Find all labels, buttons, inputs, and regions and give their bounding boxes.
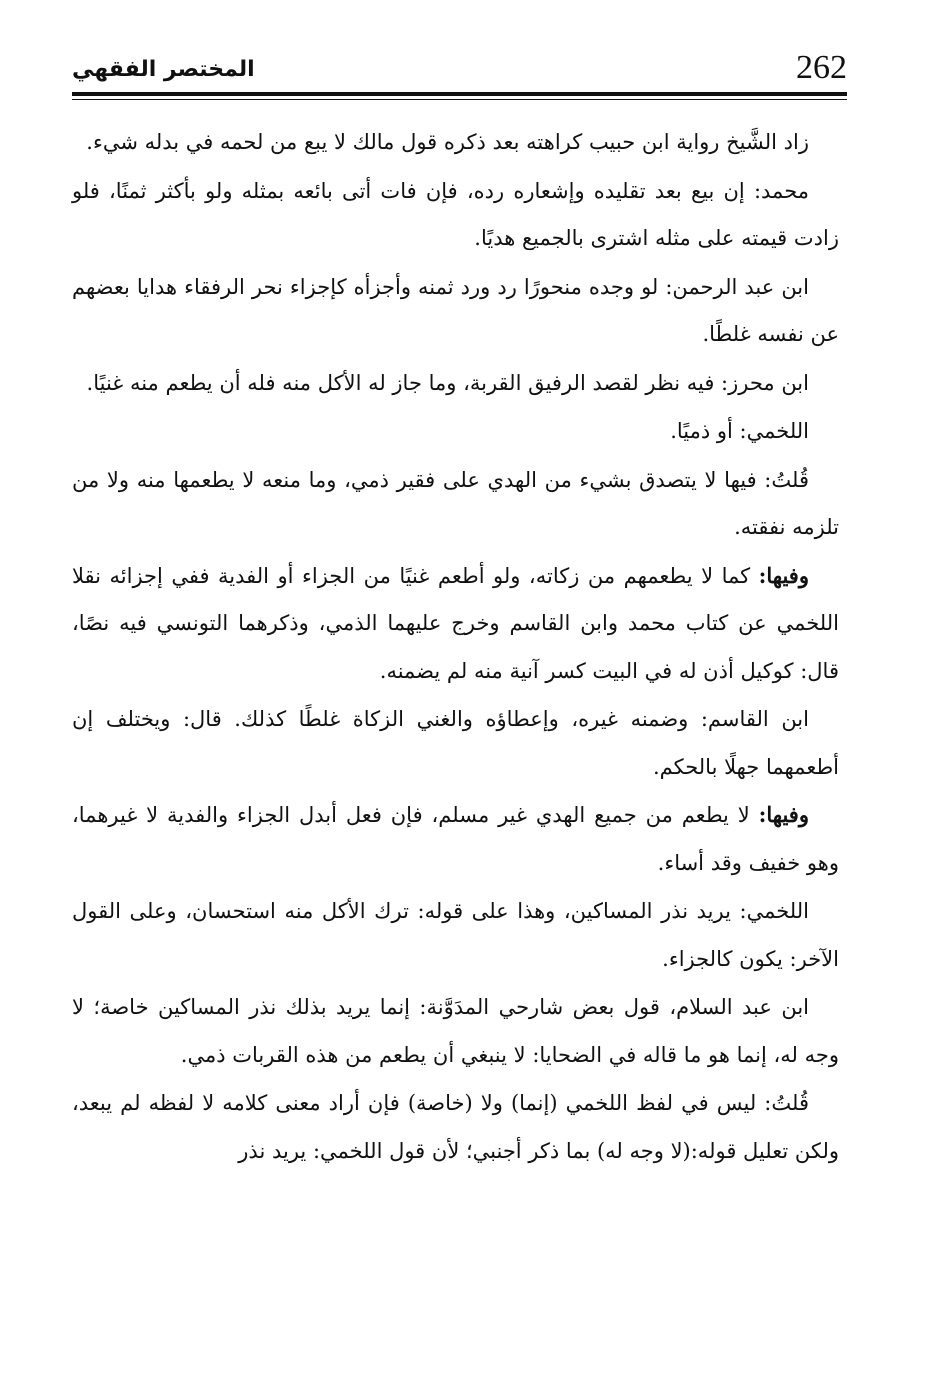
paragraph-text: محمد: إن بيع بعد تقليده وإشعاره رده، فإن فات أتى بائعه بمثله ولو بأكثر ثمنًا، فلو زادت قيمته على مثله اشترى بالجميع هديًا.	[72, 178, 839, 250]
paragraph	[72, 887, 839, 983]
paragraph-text: كما لا يطعمهم من زكاته، ولو أطعم غنيًا من الجزاء أو الفدية ففي إجزائه نقلا اللخمي عن كتاب محمد وابن القاسم وخرج عليهما الذمي، وذكرهما التونسي فيه نصًا، قال: كوكيل أذن له في البيت كسر آنية منه لم يضمنه.	[72, 563, 839, 683]
paragraph-lead: وفيها:	[758, 562, 809, 588]
running-title: المختصر الفقهي	[72, 57, 255, 82]
paragraph-text: ابن عبد السلام، قول بعض شارحي المدَوَّنة: إنما يريد بذلك نذر المساكين خاصة؛ لا وجه له، إنما هو ما قاله في الضحايا: لا ينبغي أن يطعم من هذه القربات ذمي.	[72, 995, 839, 1067]
paragraph	[72, 791, 839, 887]
page-number: 262	[796, 49, 847, 86]
paragraph	[72, 263, 839, 359]
paragraph-text: لا يطعم من جميع الهدي غير مسلم، فإن فعل أبدل الجزاء والفدية لا غيرهما، وهو خفيف وقد أساء.	[72, 803, 839, 875]
paragraph	[72, 456, 839, 552]
paragraph-text: ابن القاسم: وضمنه غيره، وإعطاؤه والغني الزكاة غلطًا كذلك. قال: ويختلف إن أطعمهما جهلًا بالحكم.	[72, 707, 839, 779]
body-text	[72, 118, 839, 1175]
header-rule-thick	[72, 92, 847, 96]
paragraph-text: ابن عبد الرحمن: لو وجده منحورًا رد ورد ثمنه وأجزأه كإجزاء نحر الرفقاء هدايا بعضهم عن نفسه غلطًا.	[72, 274, 839, 346]
paragraph-text: اللخمي: أو ذميًا.	[670, 419, 809, 443]
paragraph	[72, 118, 839, 167]
paragraph-text: قُلتُ: فيها لا يتصدق بشيء من الهدي على فقير ذمي، وما منعه لا يطعمها منه ولا من تلزمه نفقته.	[72, 467, 839, 539]
paragraph	[72, 1079, 839, 1175]
header-rule-thin	[72, 99, 847, 100]
paragraph-text: اللخمي: يريد نذر المساكين، وهذا على قوله: ترك الأكل منه استحسان، وعلى القول الآخر: يكون كالجزاء.	[72, 899, 839, 971]
page-header	[72, 46, 847, 92]
paragraph	[72, 167, 839, 263]
paragraph	[72, 359, 839, 408]
paragraph-text: قُلتُ: ليس في لفظ اللخمي (إنما) ولا (خاصة) فإن أراد معنى كلامه لا لفظه لم يبعد، ولكن تعليل قوله:(لا وجه له) بما ذكر أجنبي؛ لأن قول اللخمي: يريد نذر	[72, 1091, 839, 1163]
paragraph	[72, 983, 839, 1079]
paragraph	[72, 407, 839, 456]
paragraph	[72, 552, 839, 696]
paragraph	[72, 695, 839, 791]
paragraph-text: زاد الشَّيخ رواية ابن حبيب كراهته بعد ذكره قول مالك لا يبع من لحمه في بدله شيء.	[86, 130, 809, 154]
paragraph-text: ابن محرز: فيه نظر لقصد الرفيق القربة، وما جاز له الأكل منه فله أن يطعم منه غنيًا.	[86, 370, 809, 395]
paragraph-lead: وفيها:	[758, 802, 809, 827]
